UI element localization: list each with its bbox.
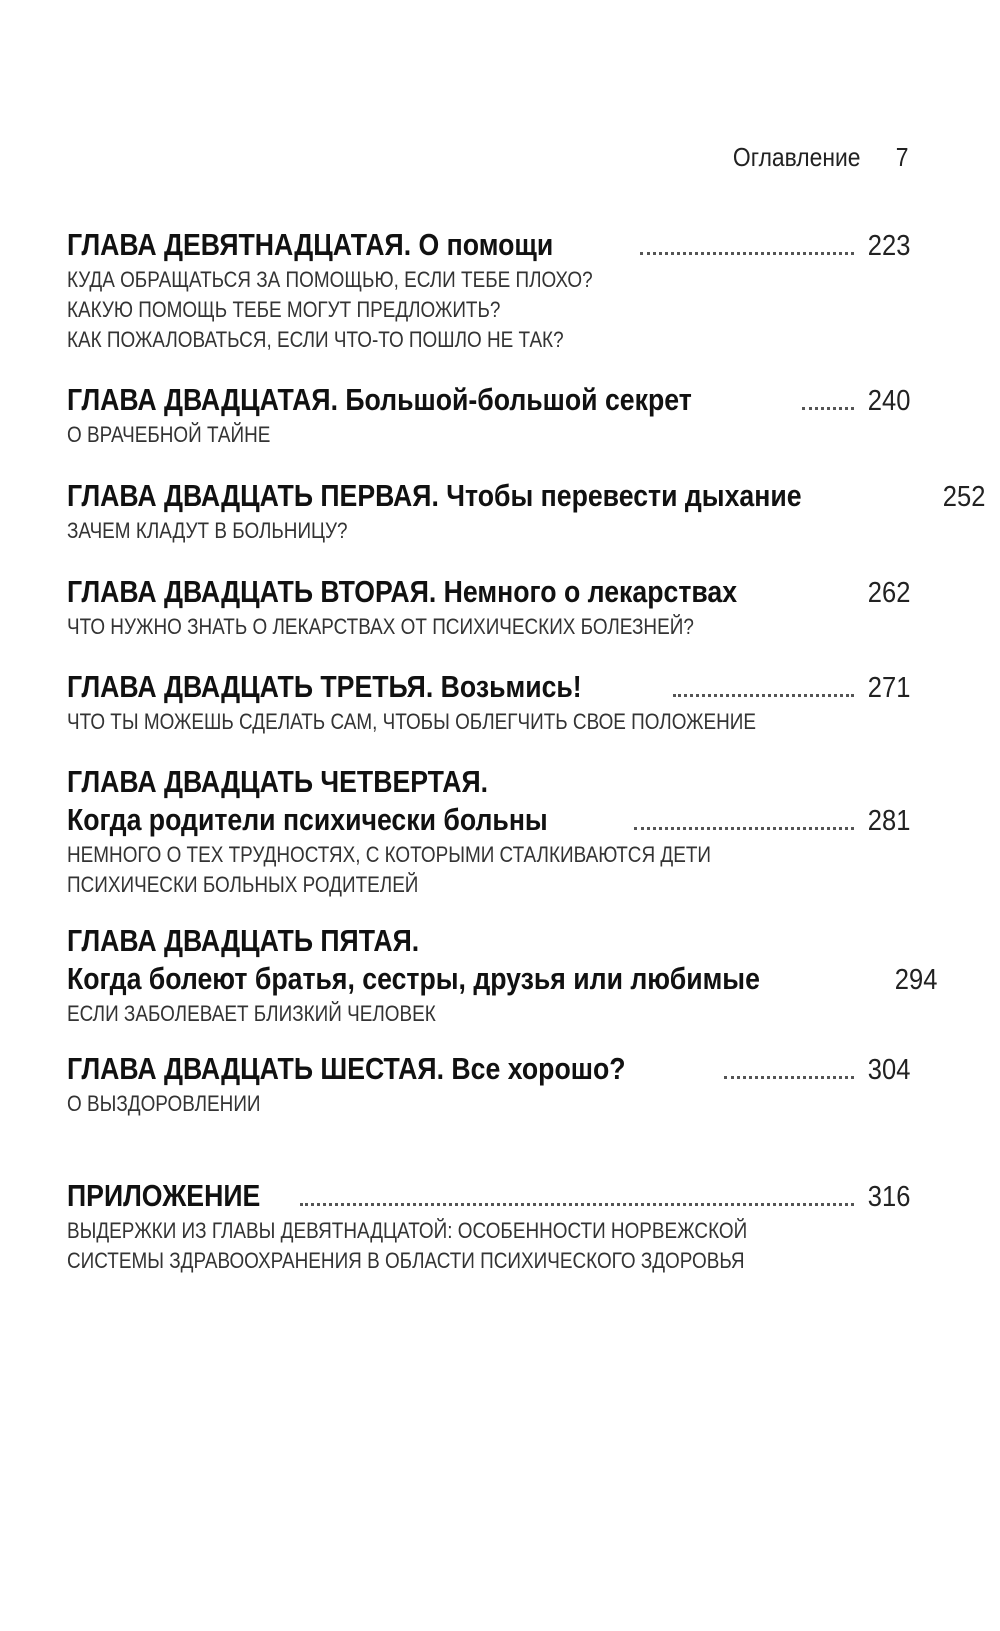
toc-entry-subtitle: ПСИХИЧЕСКИ БОЛЬНЫХ РОДИТЕЛЕЙ: [67, 872, 419, 897]
toc-entry-title-line[interactable]: [67, 960, 938, 999]
toc-entry-title: ГЛАВА ДВАДЦАТЬ ТРЕТЬЯ. Возьмись!: [67, 669, 582, 704]
toc-entry-title-line[interactable]: [67, 381, 910, 420]
toc-entry-chapter-heading: [67, 922, 910, 960]
toc-entry-title: Когда родители психически больны: [67, 802, 548, 837]
toc-entry-subtitle: ВЫДЕРЖКИ ИЗ ГЛАВЫ ДЕВЯТНАДЦАТОЙ: ОСОБЕННОСТИ НОРВЕЖСКОЙ: [67, 1218, 748, 1243]
toc-entry-page: 294: [894, 964, 938, 996]
toc-entry-title: ГЛАВА ДВАДЦАТАЯ. Большой-большой секрет: [67, 382, 692, 417]
toc-entry-title-line[interactable]: [67, 1177, 910, 1216]
toc-entry: [67, 1050, 910, 1119]
toc-entry-title-line[interactable]: [67, 477, 986, 516]
page-number: 7: [895, 142, 908, 172]
toc-entry-title: ГЛАВА ДВАДЦАТЬ ВТОРАЯ. Немного о лекарствах: [67, 574, 738, 609]
toc-entry-subtitle: КАК ПОЖАЛОВАТЬСЯ, ЕСЛИ ЧТО-ТО ПОШЛО НЕ ТАК?: [67, 327, 564, 352]
toc-entry-chapter-label: ГЛАВА ДВАДЦАТЬ ПЯТАЯ.: [67, 923, 420, 958]
toc-entry-subtitle: НЕМНОГО О ТЕХ ТРУДНОСТЯХ, С КОТОРЫМИ СТАЛКИВАЮТСЯ ДЕТИ: [67, 842, 711, 867]
dot-leader: [802, 407, 854, 410]
toc-entry-title: ГЛАВА ДВАДЦАТЬ ПЕРВАЯ. Чтобы перевести дыхание: [67, 478, 802, 513]
dot-leader: [634, 827, 854, 830]
dot-leader: [673, 694, 853, 697]
toc-entry-page: 252: [942, 481, 986, 513]
toc-entry: [67, 922, 938, 1029]
toc-entry: [67, 763, 910, 900]
toc-entry: [67, 573, 910, 642]
toc-entry: [67, 381, 910, 450]
dot-leader: [640, 252, 853, 255]
toc-entry-title: Когда болеют братья, сестры, друзья или любимые: [67, 961, 760, 996]
toc-entry-subtitle: КУДА ОБРАЩАТЬСЯ ЗА ПОМОЩЬЮ, ЕСЛИ ТЕБЕ ПЛОХО?: [67, 267, 593, 292]
toc-entry-title: ГЛАВА ДЕВЯТНАДЦАТАЯ. О помощи: [67, 227, 554, 262]
toc-entry-page: 223: [867, 230, 910, 262]
toc-entry-title-line[interactable]: [67, 668, 910, 707]
section-title: Оглавление: [732, 142, 861, 172]
dot-leader: [300, 1203, 854, 1206]
toc-entry-subtitle: О ВЫЗДОРОВЛЕНИИ: [67, 1091, 261, 1116]
toc-entry-page: 262: [867, 577, 911, 609]
toc-entry-appendix: [67, 1177, 910, 1276]
toc-entry-page: 271: [867, 672, 910, 704]
toc-entry-title-line[interactable]: [67, 1050, 910, 1089]
toc-entry-subtitle: ЧТО НУЖНО ЗНАТЬ О ЛЕКАРСТВАХ ОТ ПСИХИЧЕСКИХ БОЛЕЗНЕЙ?: [67, 614, 694, 639]
toc-entry-subtitle: ЕСЛИ ЗАБОЛЕВАЕТ БЛИЗКИЙ ЧЕЛОВЕК: [67, 1001, 436, 1026]
running-head: [732, 142, 908, 173]
toc-entry-subtitle: О ВРАЧЕБНОЙ ТАЙНЕ: [67, 422, 271, 447]
toc-entry-subtitle: КАКУЮ ПОМОЩЬ ТЕБЕ МОГУТ ПРЕДЛОЖИТЬ?: [67, 297, 501, 322]
toc-entry-page: 281: [867, 805, 910, 837]
toc-entry: [67, 477, 986, 546]
toc-entry-title: ПРИЛОЖЕНИЕ: [67, 1178, 261, 1213]
toc-entry-title-line[interactable]: [67, 226, 910, 265]
dot-leader: [724, 1076, 853, 1079]
toc-entry-title-line[interactable]: [67, 801, 910, 840]
toc-entry-subtitle: ЗАЧЕМ КЛАДУТ В БОЛЬНИЦУ?: [67, 518, 348, 543]
toc-entry: [67, 226, 910, 355]
toc-entry-page: 304: [867, 1054, 910, 1086]
toc-entry-subtitle: СИСТЕМЫ ЗДРАВООХРАНЕНИЯ В ОБЛАСТИ ПСИХИЧЕСКОГО ЗДОРОВЬЯ: [67, 1248, 745, 1273]
toc-entry: [67, 668, 910, 737]
toc-entry-page: 240: [867, 385, 910, 417]
toc-entry-page: 316: [867, 1181, 910, 1213]
toc-entry-title-line[interactable]: [67, 573, 910, 612]
toc-entry-chapter-heading: [67, 763, 910, 801]
toc-entry-chapter-label: ГЛАВА ДВАДЦАТЬ ЧЕТВЕРТАЯ.: [67, 764, 489, 799]
toc-entry-subtitle: ЧТО ТЫ МОЖЕШЬ СДЕЛАТЬ САМ, ЧТОБЫ ОБЛЕГЧИТЬ СВОЕ ПОЛОЖЕНИЕ: [67, 709, 756, 734]
toc-entry-title: ГЛАВА ДВАДЦАТЬ ШЕСТАЯ. Все хорошо?: [67, 1051, 626, 1086]
